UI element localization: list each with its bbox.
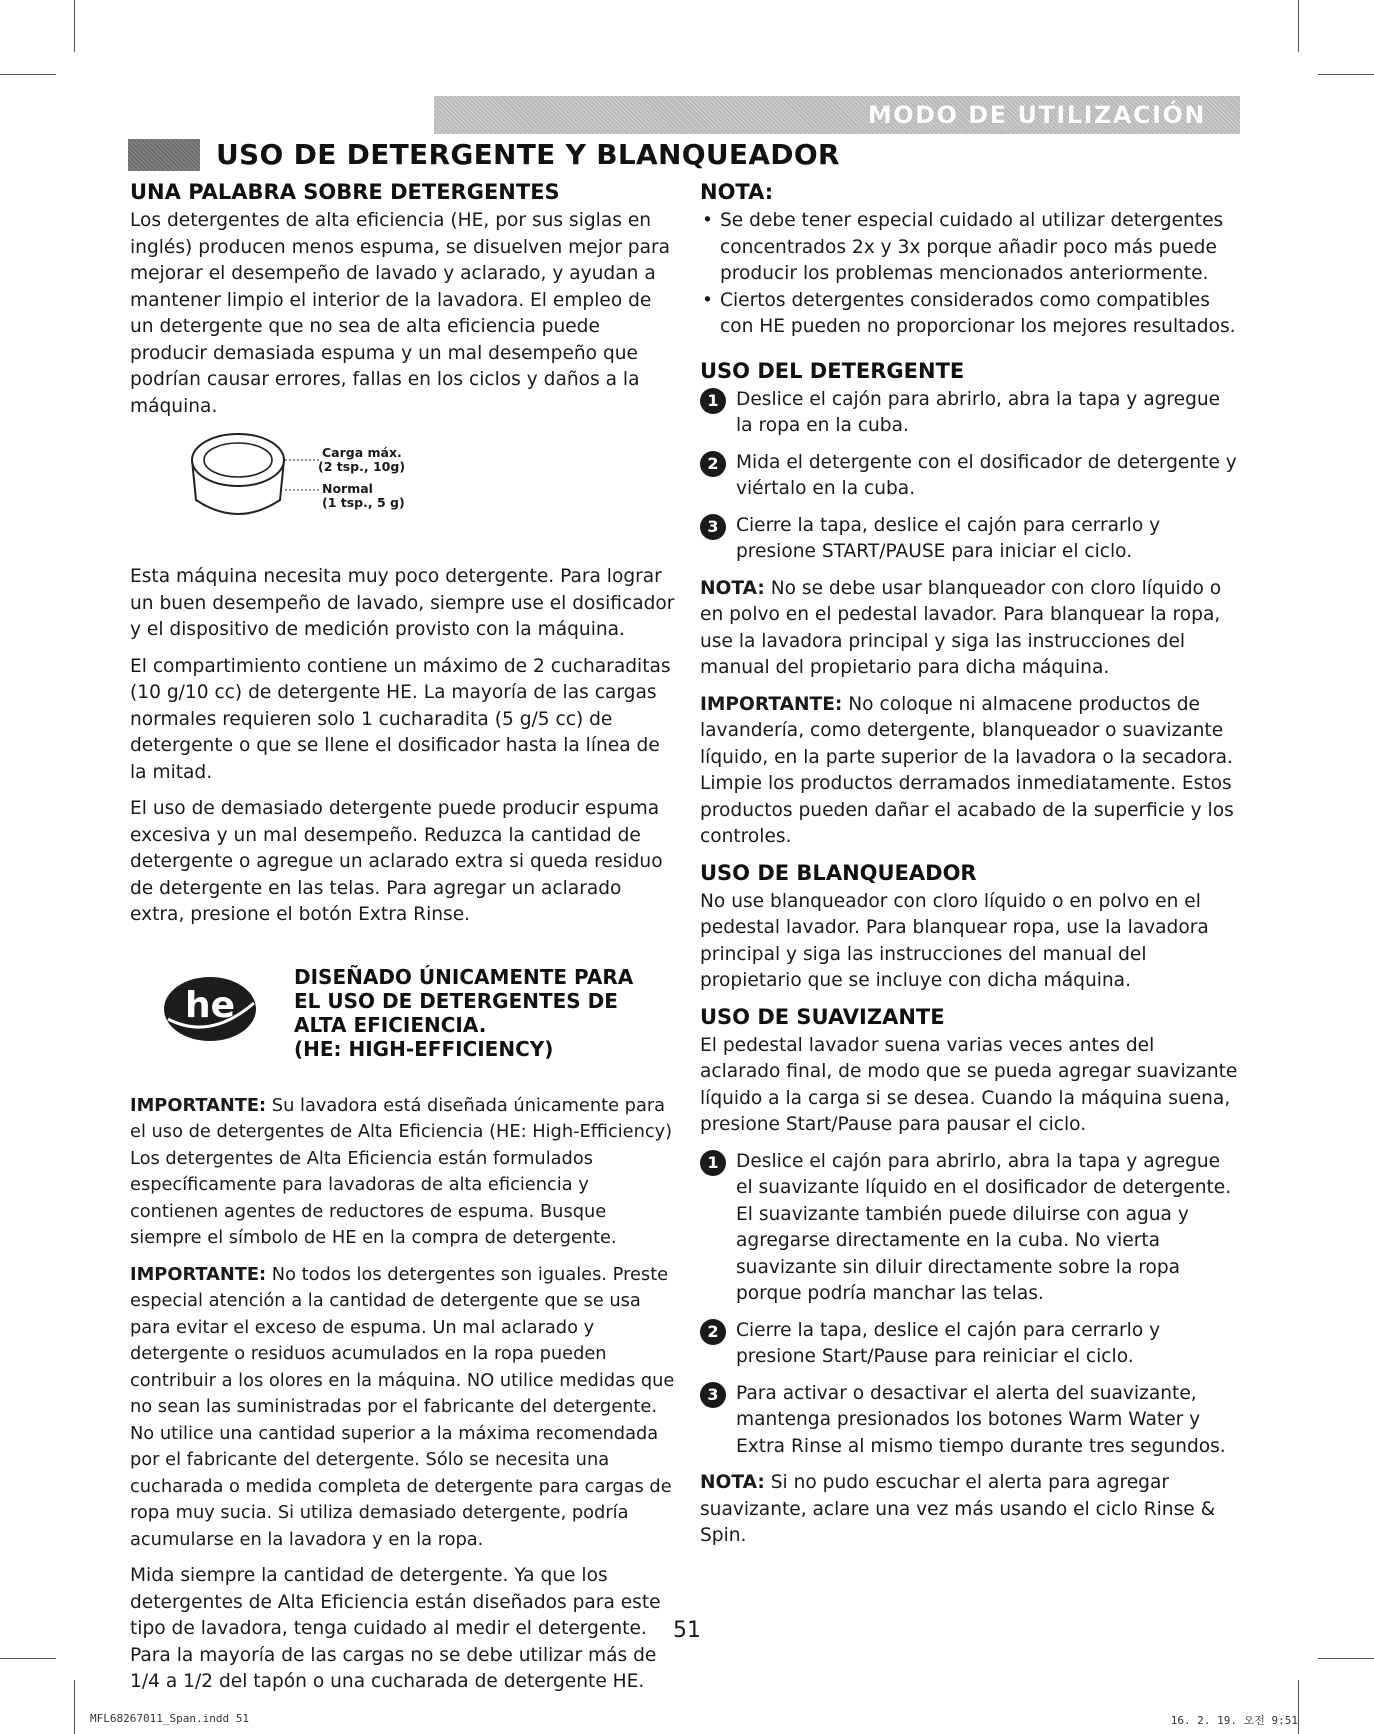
step-number-badge: 1	[700, 388, 726, 414]
note-item: • Se debe tener especial cuidado al utilizar detergentes concentrados 2x y 3x porque añadir poco más puede producir los problemas mencionados anteriormente.	[700, 208, 1240, 288]
heading-suavizante: USO DE SUAVIZANTE	[700, 1004, 945, 1029]
dispenser-cup-diagram	[130, 430, 678, 546]
crop-mark	[74, 0, 75, 52]
step-number-badge: 3	[700, 514, 726, 540]
nota-text: No se debe usar blanqueador con cloro líquido o en polvo en el pedestal lavador. Para blanquear la ropa, use la lavadora principal y siga las instrucciones del manual del propietario para dicha máquina.	[700, 577, 1222, 678]
left-column	[130, 180, 678, 1706]
step-text: Cierre la tapa, deslice el cajón para cerrarlo y presione Start/Pause para reiniciar el ciclo.	[736, 1319, 1161, 1367]
paragraph-mida: Mida siempre la cantidad de detergente. Ya que los detergentes de Alta Eficiencia están diseñados para este tipo de lavadora, tenga cuidado al medir el detergente. Para la mayoría de las cargas no se debe utilizar más de 1/4 a 1/2 del tapón o una cucharada de detergente HE.	[130, 1565, 661, 1692]
crop-mark	[74, 1680, 75, 1734]
heading-palabra: UNA PALABRA SOBRE DETERGENTES	[130, 180, 560, 204]
crop-mark	[1298, 0, 1299, 52]
cup-max-label: Carga máx.	[322, 445, 402, 460]
crop-mark	[1298, 1680, 1299, 1734]
softener-step-1	[700, 1149, 1240, 1308]
title-marker	[128, 139, 200, 171]
title-row	[128, 138, 840, 171]
right-column	[700, 180, 1240, 1560]
step-text: Deslice el cajón para abrirlo, abra la tapa y agregue la ropa en la cuba.	[736, 388, 1221, 436]
paragraph-blanqueador: No use blanqueador con cloro líquido o en polvo en el pedestal lavador. Para blanquear ropa, use la lavadora principal y siga las instrucciones del manual del propietario que se incluye con dicha máquina.	[700, 890, 1209, 991]
detergent-step-1	[700, 387, 1240, 440]
paragraph-suavizante: El pedestal lavador suena varias veces antes del aclarado final, de modo que se pueda agregar suavizante líquido a la carga si se desea. Cuando la máquina suena, presione Start/Pause para pausar el ciclo.	[700, 1034, 1238, 1135]
nota-text: Si no pudo escuchar el alerta para agregar suavizante, aclare una vez más usando el ciclo Rinse & Spin.	[700, 1472, 1216, 1546]
paragraph-importante-2	[130, 1262, 678, 1554]
paragraph-maquina: Esta máquina necesita muy poco detergente. Para lograr un buen desempeño de lavado, siempre use el dosificador y el dispositivo de medición provisto con la máquina.	[130, 566, 675, 640]
importante-label: IMPORTANTE:	[700, 693, 843, 715]
nota-label: NOTA:	[700, 1472, 765, 1493]
softener-step-3	[700, 1381, 1240, 1461]
step-text: Mida el detergente con el dosificador de detergente y viértalo en la cuba.	[736, 451, 1237, 499]
dispenser-cup-icon	[188, 430, 288, 535]
importante-label: IMPORTANTE:	[130, 1094, 267, 1116]
page-number: 51	[673, 1618, 701, 1643]
step-number-badge: 3	[700, 1382, 726, 1408]
section-header-band	[434, 96, 1240, 134]
footer-file: MFL68267011_Span.indd 51	[90, 1712, 249, 1725]
paragraph-importante-3	[700, 692, 1240, 851]
cup-normal-label: Normal	[322, 481, 373, 496]
importante-text: No coloque ni almacene productos de lavandería, como detergente, blanqueador o suavizante líquido, en la parte superior de la lavadora o la secadora. Limpie los productos derramados inmediatamente. Estos productos pueden dañar el acabado de la superficie y los controles.	[700, 693, 1234, 847]
paragraph-palabra: Los detergentes de alta eficiencia (HE, por sus siglas en inglés) producen menos espuma, se disuelven mejor para mejorar el desempeño de lavado y aclarado, y ayudan a mantener limpio el interior de la lavadora. El empleo de un detergente que no sea de alta eficiencia puede producir demasiada espuma y un mal desempeño que podrían causar errores, fallas en los ciclos y daños a la máquina.	[130, 210, 671, 417]
step-text: Cierre la tapa, deslice el cajón para cerrarlo y presione START/PAUSE para iniciar el ciclo.	[736, 514, 1161, 562]
section-header-text: MODO DE UTILIZACIÓN	[867, 101, 1206, 129]
heading-blanqueador: USO DE BLANQUEADOR	[700, 860, 977, 885]
footer-stamp: 16. 2. 19. 오전 9:51	[1170, 1714, 1298, 1727]
crop-mark	[1318, 1658, 1374, 1659]
importante-label: IMPORTANTE:	[130, 1263, 267, 1285]
he-title-line-2: EL USO DE DETERGENTES DE	[294, 988, 618, 1013]
paragraph-nota-2	[700, 576, 1240, 682]
leader-lines	[285, 448, 325, 508]
paragraph-nota-3	[700, 1470, 1240, 1550]
crop-mark	[1318, 74, 1374, 75]
step-number-badge: 1	[700, 1150, 726, 1176]
he-notice	[130, 965, 678, 1061]
importante-text: No todos los detergentes son iguales. Preste especial atención a la cantidad de detergente que se usa para evitar el exceso de espuma. Un mal aclarado y detergente o residuos acumulados en la ropa pueden contribuir a los olores en la máquina. NO utilice medidas que no sean las suministradas por el fabricante del detergente. No utilice una cantidad superior a la máxima recomendada por el fabricante del detergente. Sólo se necesita una cucharada o medida completa de detergente para cargas de ropa muy sucia. Si utiliza demasiado detergente, podría acumularse en la lavadora y en la ropa.	[130, 1263, 675, 1550]
softener-step-2	[700, 1318, 1240, 1371]
paragraph-demasiado: El uso de demasiado detergente puede producir espuma excesiva y un mal desempeño. Reduzca la cantidad de detergente o agregue un aclarado extra si queda residuo de detergente en las telas. Para agregar un aclarado extra, presione el botón Extra Rinse.	[130, 798, 663, 925]
he-logo-icon	[160, 973, 260, 1045]
step-number-badge: 2	[700, 1319, 726, 1345]
paragraph-importante-1	[130, 1093, 678, 1252]
detergent-step-3	[700, 513, 1240, 566]
paragraph-compartimiento: El compartimiento contiene un máximo de 2 cucharaditas (10 g/10 cc) de detergente HE. La mayoría de las cargas normales requieren solo 1 cucharadita (5 g/5 cc) de detergente o que se llene el dosificador hasta la línea de la mitad.	[130, 655, 671, 783]
cup-normal-amount: (1 tsp., 5 g)	[322, 495, 405, 510]
crop-mark	[0, 1658, 56, 1659]
heading-nota: NOTA:	[700, 180, 774, 204]
he-title-line-3: ALTA EFICIENCIA.	[294, 1012, 487, 1037]
nota-label: NOTA:	[700, 577, 765, 599]
step-text: Deslice el cajón para abrirlo, abra la tapa y agregue el suavizante líquido en el dosificador de detergente. El suavizante también puede diluirse con agua y agregarse directamente en la cuba. No vierta suavizante sin diluir directamente sobre la ropa porque podría manchar las telas.	[736, 1150, 1232, 1304]
crop-mark	[0, 74, 56, 75]
he-title-line-4: (HE: HIGH-EFFICIENCY)	[294, 1036, 554, 1061]
step-text: Para activar o desactivar el alerta del suavizante, mantenga presionados los botones Warm Water y Extra Rinse al mismo tiempo durante tres segundos.	[736, 1382, 1226, 1457]
note-item: • Ciertos detergentes considerados como compatibles con HE pueden no proporcionar los mejores resultados.	[700, 288, 1240, 341]
importante-text: Su lavadora está diseñada únicamente para el uso de detergentes de Alta Eficiencia (HE: High-Efficiency) Los detergentes de Alta Eficiencia están formulados específicamente para lavadoras de alta eficiencia y contienen agentes de reductores de espuma. Busque siempre el símbolo de HE en la compra de detergente.	[130, 1094, 673, 1248]
step-number-badge: 2	[700, 451, 726, 477]
cup-max-amount: (2 tsp., 10g)	[318, 459, 406, 474]
detergent-step-2	[700, 450, 1240, 503]
note-list	[700, 208, 1240, 341]
page-title: USO DE DETERGENTE Y BLANQUEADOR	[216, 138, 840, 171]
he-logo-text: he	[184, 984, 236, 1026]
heading-uso-detergente: USO DEL DETERGENTE	[700, 358, 965, 383]
he-title-line-1: DISEÑADO ÚNICAMENTE PARA	[294, 964, 634, 989]
